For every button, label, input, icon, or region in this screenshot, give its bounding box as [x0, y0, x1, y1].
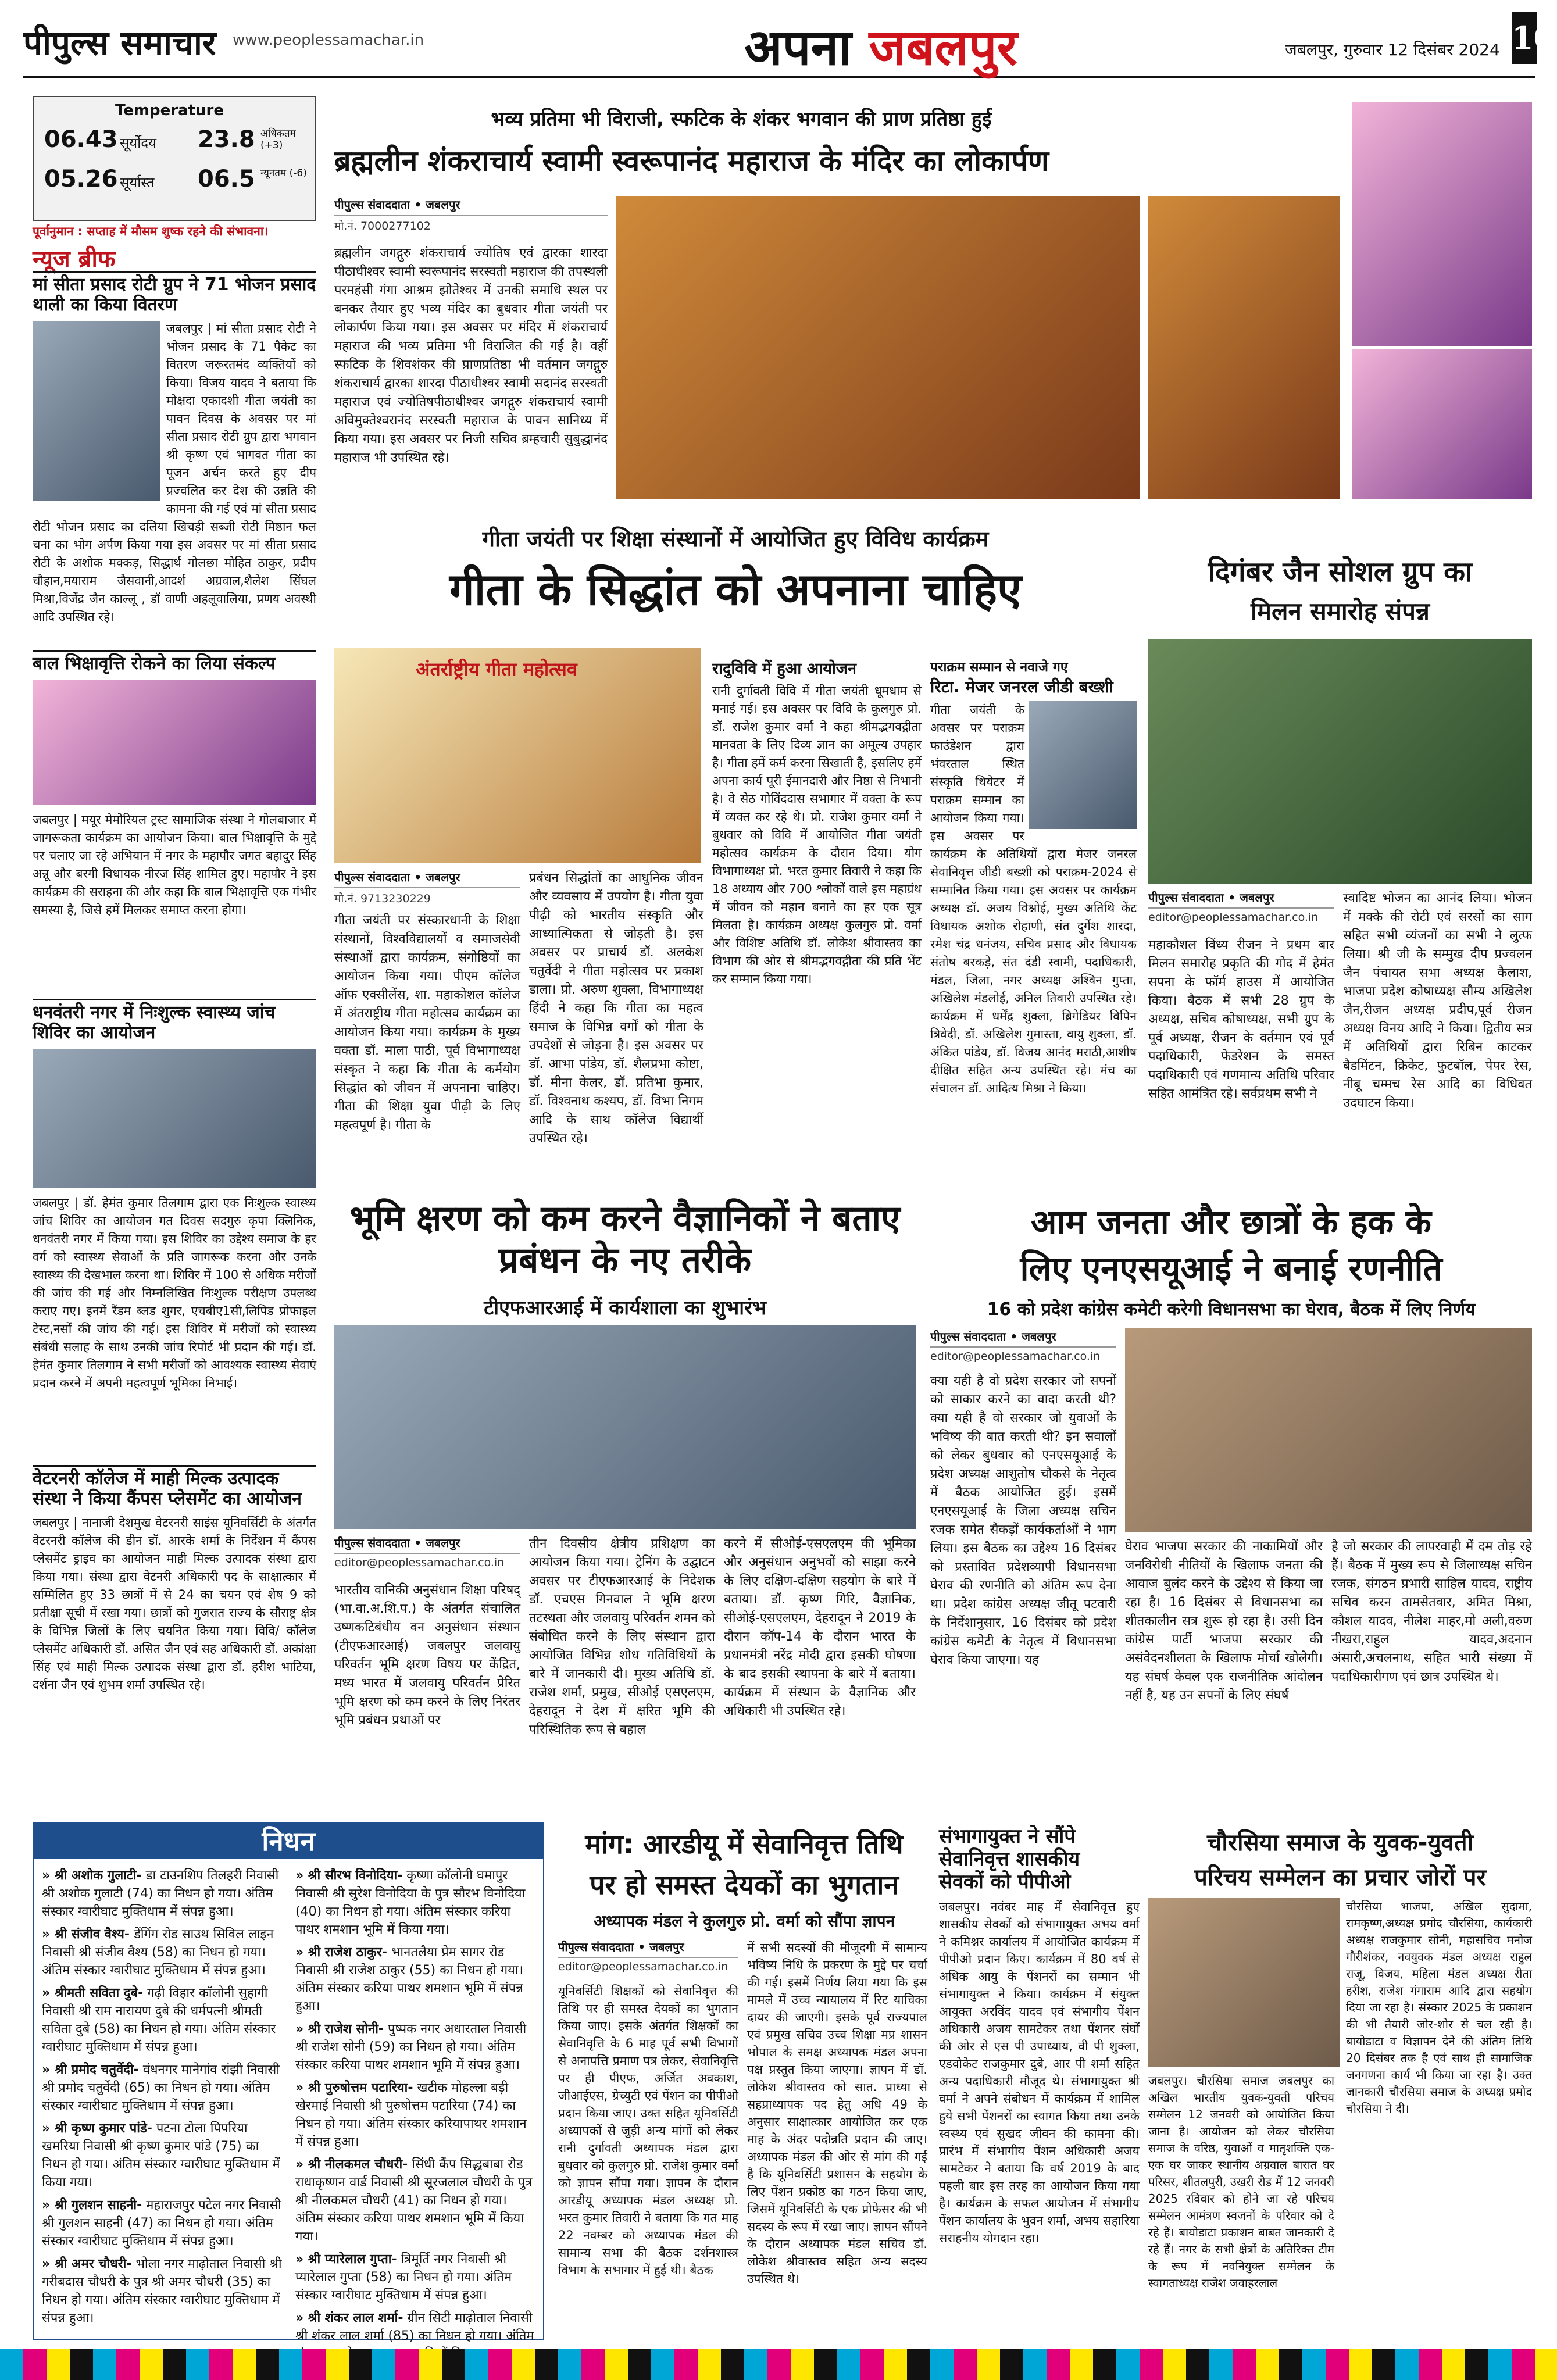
obituary-name: » श्री प्यारेलाल गुप्ता- — [295, 2252, 397, 2267]
brief-3 — [33, 999, 316, 1392]
nidhan-col-1 — [42, 1867, 283, 2332]
gita-rdvv-head: रादुविवि में हुआ आयोजन — [712, 660, 856, 678]
weather-title: Temperature — [115, 102, 224, 119]
max-temp: 23.8 — [198, 126, 255, 153]
obituary-text: त्रिमूर्ति नगर निवासी श्री प्यारेलाल गुप्ता (58) का निधन हो गया। अंतिम संस्कार ग्वारीघाट मुक्तिधाम में संपन्न हुआ। — [295, 2252, 512, 2303]
page-number: 10 — [1512, 12, 1537, 64]
gita-mobile: मो.नं. 9713230229 — [334, 892, 431, 905]
obituary-name: » श्री सौरभ विनोदिया- — [295, 1868, 403, 1883]
gita-col1: गीता जयंती पर संस्कारधानी के शिक्षा संस्थानों, विश्वविद्यालयों व समाजसेवी संस्थाओं द्वारा कार्यक्रम, संगोष्ठियों का आयोजन किया गया। पीएम कॉलेज ऑफ एक्सीलेंस, शा. महाकोशल कॉलेज में अंतराष्ट्रीय गीता महोत्सव कार्यक्रम का आयोजन किया गया। कार्यक्रम के मुख्य वक्ता डॉ. माला पाठी, पूर्व विभागाध्यक्ष संस्कृत ने कहा कि गीता के कर्मयोग सिद्धांत को जीवन में अपनाना चाहिए। गीता की शिक्षा युवा पीढ़ी के लिए महत्वपूर्ण है। गीता के — [334, 913, 520, 1132]
tfri-sub: टीएफआरआई में कार्यशाला का शुभारंभ — [484, 1296, 766, 1320]
tfri-byline-text: पीपुल्स संवाददाता • जबलपुर — [334, 1535, 520, 1554]
brief-1-head: मां सीता प्रसाद रोटी ग्रुप ने 71 भोजन प्रसाद थाली का किया वितरण — [33, 271, 316, 315]
obituary-item — [42, 1925, 283, 1979]
gita-byline — [334, 869, 520, 906]
brief-4-body: जबलपुर | नानाजी देशमुख वेटरनरी साइंस यूनिवर्सिटी के अंतर्गत वेटरनरी कॉलेज की डीन डॉ. आरके शर्मा के निर्देशन में कैंपस प्लेसमेंट ड्राइव का आयोजन माही मिल्क उत्पादक संस्था द्वारा किया गया। संस्था द्वारा वेटनरी अधिकारी पद के साक्षात्कार में सम्मिलित हुए 33 छात्रों में से 24 का चयन एवं शेष 9 को प्रतीक्षा सूची में रखा गया। छात्रों को गुजरात राज्य के सौराष्ट्र क्षेत्र के विभिन्न जिलों के लिए चयनित किया गया। विवि/ कॉलेज प्लेसमेंट अधिकारी डॉ. असित जैन एवं सह अधिकारी डॉ. अकांक्षा सिंह एवं माही मिल्क उत्पादक संस्था द्वारा डॉ. हरीश भाटिया, दर्शना जैन एवं शुभम शर्मा उपस्थित रहे। — [33, 1516, 316, 1692]
obituary-item — [295, 2250, 537, 2304]
obituary-text: खटीक मोहल्ला बड़ी खेरमाई निवासी श्री पुरुषोत्तम पटारिया (74) का निधन हो गया। अंतिम संस्कार करियापाथर शमशान में संपन्न हुआ। — [295, 2081, 527, 2149]
lead-byline — [334, 196, 608, 233]
sunset-time: 05.26 — [44, 166, 118, 192]
obituary-text: सिंधी कैंप सिद्धबाबा रोड राधाकृष्णन वार्ड निवासी श्री सूरजलाल चौधरी के पुत्र श्री नीलकमल चौधरी (41) का निधन हो गया। अंतिम संस्कार करिया पाथर शमशान भूमि में किया गया। — [295, 2157, 533, 2244]
obituary-item — [295, 1943, 537, 2016]
masthead — [23, 8, 1556, 78]
max-label: अधिकतम (+3) — [260, 128, 296, 151]
nsui-sub: 16 को प्रदेश कांग्रेस कमेटी करेगी विधानसभा का घेराव, बैठक में लिए निर्णय — [987, 1299, 1476, 1320]
obituary-text: कृष्णा कॉलोनी घमापुर निवासी श्री सुरेश विनोदिया के पुत्र सौरभ विनोदिया (40) का निधन हो गया। अंतिम संस्कार करिया पाथर शमशान भूमि में किया गया। — [295, 1868, 526, 1937]
chaurasiya-headline-1: चौरसिया समाज के युवक-युवती — [1207, 1829, 1473, 1856]
nsui-col3: है जो सरकार की लापरवाही में दम तोड़ रहे हैं। बैठक में मुख्य रूप से जिलाध्यक्ष सचिन रजक, संगठन प्रभारी साहिल यादव, राष्ट्रीय सचिव करन तामसेतवार, अमित मिश्रा, कौशल यादव, नीलेश माहर,मो अली,वरुण नीखरा,राहुल यादव,अदनान अंसारी,अचलनाथ, सहित भारी संख्या में पदाधिकारीगण एवं छात्र उपस्थित थे। — [1331, 1539, 1532, 1684]
obituary-text: पुष्पक नगर अधारताल निवासी श्री राजेश सोनी (59) का निधन हो गया। अंतिम संस्कार करिया पाथर शमशान भूमि में संपन्न हुआ। — [295, 2022, 527, 2072]
obituary-name: » श्री पुरुषोत्तम पटारिया- — [295, 2081, 413, 2095]
gita-col2: प्रबंधन सिद्धांतों का आधुनिक जीवन और व्यवसाय में उपयोग है। गीता युवा पीढ़ी को भारतीय संस्कृति और आध्यात्मिकता से जोड़ती है। इस अवसर पर प्राचार्य डॉ. अलकेश चतुर्वेदी ने गीता महोत्सव पर प्रकाश डाला। प्रो. अरुण शुक्ला, विभागाध्यक्ष हिंदी ने कहा कि गीता का महत्व समाज के विभिन्न वर्गों को गीता के उपदेशों से जोड़ना है। इस अवसर पर डॉ. आभा पांडेय, डॉ. शैलप्रभा कोष्टा, डॉ. मीना केलर, डॉ. प्रतिभा कुमार, डॉ. विश्वनाथ कश्यप, डॉ. विभा निगम आदि के साथ कॉलेज विद्यार्थी उपस्थित रहे। — [529, 871, 703, 1146]
gita-photo — [334, 648, 701, 863]
rdu-headline-2: पर हो समस्त देयकों का भुगतान — [590, 1869, 899, 1900]
tfri-photo — [334, 1325, 916, 1529]
obituary-text: डा टाउनशिप तिलहरी निवासी श्री अशोक गुलाटी (74) का निधन हो गया। अंतिम संस्कार ग्वारीघाट मुक्तिधाम में संपन्न हुआ। — [42, 1868, 279, 1919]
obituary-name: » श्री कृष्ण कुमार पांडे- — [42, 2121, 152, 2136]
nsui-email[interactable]: editor@peoplessamachar.co.in — [930, 1350, 1101, 1363]
obituary-item — [295, 2156, 537, 2246]
rdu-col1: यूनिवर्सिटी शिक्षकों को सेवानिवृत्त की तिथि पर ही समस्त देयकों का भुगतान किया जाए। इसके अंतर्गत शिक्षकों का सेवानिवृत्ति के 6 माह पूर्व सभी विभागों से अनापत्ति प्रमाण पत्र लेकर, सेवानिवृत्ति पर ही पीएफ, अर्जित अवकाश, जीआईएस, ग्रेच्युटी एवं पेंशन का पीपीओ प्रदान किया जाए। उक्त सहित यूनिवर्सिटी अध्यापकों से जुड़ी अन्य मांगों को लेकर रानी दुर्गावती अध्यापक मंडल द्वारा बुधवार को कुलगुरु प्रो. राजेश कुमार वर्मा को ज्ञापन सौंपा गया। ज्ञापन के दौरान आरडीयू अध्यापक मंडल अध्यक्ष प्रो. भरत कुमार तिवारी ने बताया कि गत माह 22 नवम्बर को अध्यापक मंडल की सामान्य सभा की बैठक दर्शनशास्त्र विभाग के सभागार में हुई थी। बैठक — [558, 1984, 738, 2277]
brief-2-head: बाल भिक्षावृत्ति रोकने का लिया संकल्प — [33, 650, 316, 674]
parakram-photo — [1029, 701, 1137, 829]
brief-3-photo — [33, 1049, 316, 1188]
weather-forecast: पूर्वानुमान : सप्ताह में मौसम शुष्क रहने की संभावना। — [33, 224, 269, 238]
obituary-item — [42, 1984, 283, 2056]
obituary-item — [295, 2079, 537, 2151]
nsui-byline — [930, 1328, 1116, 1363]
obituary-text: भोला नगर माढ़ोताल निवासी श्री गरीबदास चौधरी के पुत्र श्री अमर चौधरी (35) का निधन हो गया। अंतिम संस्कार ग्वारीघाट मुक्तिधाम में संपन्न हुआ। — [42, 2257, 282, 2325]
obituary-text: महाराजपुर पटेल नगर निवासी श्री गुलशन साहनी (47) का निधन हो गया। अंतिम संस्कार ग्वारीघाट मुक्तिधाम में संपन्न हुआ। — [42, 2198, 281, 2249]
chaurasiya-photo — [1148, 1898, 1340, 2067]
obituary-text: ग्रीन सिटी माढ़ोताल निवासी श्री शंकर लाल शर्मा (85) का निधन हो गया। अंतिम — [295, 2311, 534, 2343]
gita-rdvv-body: रानी दुर्गावती विवि में गीता जयंती धूमधाम से मनाई गई। इस अवसर पर विवि के कुलगुरु प्रो. डॉ. राजेश कुमार वर्मा ने कहा श्रीमद्भगवद्गीता मानवता के लिए दिव्य ज्ञान का अमूल्य उपहार है। गीता हमें कर्म करना सिखाती है, इसलिए हमें अपना कार्य पूरी ईमानदारी और निष्ठा से निभानी है। वे सेठ गोविंददास सभागार में वक्ता के रूप में व्यक्त कर रहे थे। प्रो. राजेश कुमार वर्मा ने बुधवार को विवि में आयोजित गीता जयंती महोत्सव कार्यक्रम के दौरान दिया। योग विभागाध्यक्ष प्रो. भरत कुमार तिवारी ने कहा कि 18 अध्याय और 700 श्लोकों वाले इस महाग्रंथ में जीवन को महान बनाने का हर एक सूत्र मिलता है। कार्यक्रम अध्यक्ष कुलगुरु प्रो. वर्मा और विशिष्ट अतिथि डॉ. लोकेश श्रीवास्तव का विभाग की ओर से श्रीमद्भगवद्गीता की प्रति भेंट कर सम्मान किया गया। — [712, 684, 922, 986]
obituary-item — [42, 2061, 283, 2115]
tfri-col1: भारतीय वानिकी अनुसंधान शिक्षा परिषद् (भा.वा.अ.शि.प.) के अंतर्गत संचालित उष्णकटिबंधीय वन अनुसंधान संस्थान (टीएफआरआई) जबलपुर जलवायु परिवर्तन भूमि क्षरण विषय पर केंद्रित, मध्य भारत में जलवायु परिवर्तन प्रेरित भूमि क्षरण को कम करने के लिए निरंतर भूमि प्रबंधन प्रथाओं पर — [334, 1583, 520, 1728]
temple-photo — [1352, 102, 1532, 346]
brief-4-head: वेटरनरी कॉलेज में माही मिल्क उत्पादक संस्था ने किया कैंपस प्लेसमेंट का आयोजन — [33, 1465, 316, 1509]
lead-byline-text: पीपुल्स संवाददाता • जबलपुर — [334, 196, 608, 216]
gita-parakram — [930, 657, 1137, 1098]
jain-email[interactable]: editor@peoplessamachar.co.in — [1148, 911, 1319, 924]
jain-headline-2: मिलन समारोह संपन्न — [1251, 597, 1430, 626]
jain-col2: स्वादिष्ट भोजन का आनंद लिया। भोजन में मक्के की रोटी एवं सरसों का साग सहित सभी व्यंजनों का सभी ने लुत्फ लिया। श्री जी के सम्मुख दीप प्रज्वलन जैन पंचायत सभा अध्यक्ष कैलाश, भाजपा प्रदेश कोषाध्यक्ष सौम्य अखिलेश जैन,रीजन अध्यक्ष प्रदीप,पूर्व रीजन अध्यक्ष विनय आदि ने किया। द्वितीय सत्र में अतिथियों द्वारा रिबिन काटकर बैडमिंटन, क्रिकेट, फुटबॉल, पेपर रेस, नीबू चम्मच रेस आदि का विधिवत उदघाटन किया। — [1343, 891, 1532, 1110]
section-title — [744, 12, 1017, 80]
website[interactable]: www.peoplessamachar.in — [233, 31, 424, 49]
obituary-text: गढ़ी विहार कॉलोनी सुहागी निवासी श्री राम नारायण दुबे की धर्मपत्नी श्रीमती सविता दुबे (58) का निधन हो गया। अंतिम संस्कार ग्वारीघाट मुक्तिधाम में संपन्न हुआ। — [42, 1986, 276, 2054]
news-brief-label: न्यूज ब्रीफ — [33, 246, 116, 273]
tfri-headline: भूमि क्षरण को कम करने वैज्ञानिकों ने बताए प्रबंधन के नए तरीके — [349, 1198, 901, 1281]
obituary-text: डेंगिंग रोड साउथ सिविल लाइन निवासी श्री संजीव वैश्य (58) का निधन हो गया। अंतिम संस्कार ग्वारीघाट मुक्तिधाम में संपन्न हुआ। — [42, 1927, 274, 1978]
nsui-col2: घेराव भाजपा सरकार की नाकामियों और जनविरोधी नीतियों के खिलाफ जनता की आवाज बुलंद करने के उद्देश्य से किया जा रहा है। 16 दिसंबर से विधानसभा का शीतकालीन सत्र शुरू हो रहा है। उसी दिन कांग्रेस पार्टी भाजपा सरकार की असंवेदनशीलता के खिलाफ मोर्चा खोलेगी। यह संघर्ष केवल एक राजनीतिक आंदोलन नहीं है, यह उन सपनों के लिए संघर्ष — [1125, 1539, 1323, 1703]
color-registration-strip — [0, 2349, 1557, 2380]
brief-2-photo — [33, 680, 316, 805]
gita-kicker: गीता जयंती पर शिक्षा संस्थानों में आयोजित हुए विविध कार्यक्रम — [482, 526, 989, 552]
obituary-text: वंधनगर मानेगांव रांझी निवासी श्री प्रमोद चतुर्वेदी (65) का निधन हो गया। अंतिम संस्कार ग्वारीघाट मुक्तिधाम में संपन्न हुआ। — [42, 2063, 280, 2113]
gita-rdvv — [712, 657, 922, 988]
pension-body: जबलपुर। नवंबर माह में सेवानिवृत्त हुए शासकीय सेवकों को संभागायुक्त अभय वर्मा ने कमिश्नर कार्यालय में आयोजित कार्यक्रम में पीपीओ प्रदान किए। कार्यक्रम में 80 वर्ष से अधिक आयु के पेंशनरों का सम्मान भी संभागायुक्त ने किया। कार्यक्रम में संयुक्त आयुक्त अरविंद यादव एवं संभागीय पेंशन अधिकारी अजय सामटेकर तथा पेंशनर संघों की ओर से एस पी उपाध्याय, वी पी शुक्ला, एडवोकेट राजकुमार दुबे, आर पी शर्मा सहित अन्य पदाधिकारी मौजूद थे। संभागायुक्त श्री वर्मा ने अपने संबोधन में कार्यक्रम में शामिल हुये सभी पेंशनरों का स्वागत किया तथा उनके स्वस्थ्य एवं सुखद जीवन की कामना की। प्रारंभ में संभागीय पेंशन अधिकारी अजय सामटेकर ने बताया कि वर्ष 2019 के बाद पहली बार इस तरह का आयोजन किया गया है। कार्यक्रम के सफल आयोजन में संभागीय पेंशन कार्यालय के भुवन शर्मा, अभय सहारिया सराहनीय योगदान रहा। — [939, 1900, 1140, 2246]
obituary-name: » श्री प्रमोद चतुर्वेदी- — [42, 2063, 139, 2077]
jain-photo — [1148, 639, 1532, 884]
section-city: जबलपुर — [869, 19, 1017, 77]
lead-kicker: भव्य प्रतिमा भी विराजी, स्फटिक के शंकर भगवान की प्राण प्रतिष्ठा हुई — [491, 108, 992, 131]
nidhan-title: निधन — [34, 1824, 543, 1859]
nsui-byline-text: पीपुल्स संवाददाता • जबलपुर — [930, 1328, 1116, 1348]
obituary-name: » श्री अमर चौधरी- — [42, 2257, 132, 2271]
jain-byline-text: पीपुल्स संवाददाता • जबलपुर — [1148, 889, 1334, 909]
brief-3-body: जबलपुर | डॉ. हेमंत कुमार तिलगाम द्वारा एक निःशुल्क स्वास्थ्य जांच शिविर का आयोजन गत दिवस सदगुरु कृपा क्लिनिक, धनवंतरी नगर में किया गया। इस शिविर का उद्देश्य समाज के हर वर्ग को स्वास्थ्य सेवाओं के प्रति जागरूक करना और उनके स्वास्थ्य की देखभाल करना था। शिविर में 100 से अधिक मरीजों की जांच की गई और निम्नलिखित निःशुल्क परीक्षण उपलब्ध कराए गए। इनमें रैंडम ब्लड शुगर, एचबीए1सी,लिपिड प्रोफाइल टेस्ट,नसों की जांच की गई। इस शिविर में मरीजों को स्वास्थ्य संबंधी सलाह के साथ उनकी जांच रिपोर्ट भी प्रदान की गई। डॉ. हेमंत कुमार तिलगाम ने सभी मरीजों को आवश्यक स्वास्थ्य सेवाएं प्रदान करने में अपनी महत्वपूर्ण भूमिका निभाई। — [33, 1196, 316, 1390]
obituary-text: भानतलैया प्रेम सागर रोड निवासी श्री राजेश ठाकुर (55) का निधन हो गया। अंतिम संस्कार करिया पाथर शमशान भूमि में संपन्न हुआ। — [295, 1945, 523, 2014]
chaurasiya-col2: चौरसिया भाजपा, अखिल सुदामा, रामकृष्ण,अध्यक्ष प्रमोद चौरसिया, कार्यकारी अध्यक्ष राजकुमार सोनी, महासचिव मनोज गौरीशंकर, नवयुवक मंडल अध्यक्ष राहुल राजू, विजय, महिला मंडल अध्यक्ष रीता हरीश, राजेश गंगाराम आदि द्वारा सहयोग दिया जा रहा है। संस्कार 2025 के प्रकाशन की भी तैयारी जोर-शोर से चल रही है। बायोडाटा व विज्ञापन देने की अंतिम तिथि 20 दिसंबर तक है एवं साथ ही सामाजिक जनगणना कार्य भी किया जा रहा है। उक्त जानकारी चौरसिया समाज के अध्यक्ष प्रमोद चौरसिया ने दी। — [1346, 1899, 1532, 2115]
obituary-item — [295, 1867, 537, 1939]
obituary-item — [42, 1867, 283, 1921]
tfri-col3: करने में सीओई-एसएलएम की भूमिका और अनुसंधान अनुभवों को साझा करने के लिए दक्षिण-दक्षिण सहयोग के बारे में बताया। डॉ. कृष्ण गिरि, वैज्ञानिक, सीओई-एसएलएम, देहरादून ने 2019 के दौरान कॉप-14 के दौरान भारत के प्रधानमंत्री नरेंद्र मोदी द्वारा इसकी घोषणा के बाद इसकी स्थापना के बारे में बताया। कार्यक्रम में संस्थान के वैज्ञानिक और अधिकारी भी उपस्थित रहे। — [724, 1536, 916, 1718]
jain-headline-1: दिगंबर जैन सोशल ग्रुप का — [1208, 556, 1473, 588]
nsui-photo — [1125, 1328, 1532, 1532]
rdu-byline-text: पीपुल्स संवाददाता • जबलपुर — [558, 1939, 738, 1958]
brief-2-body: जबलपुर | मयूर मेमोरियल ट्रस्ट सामाजिक संस्था ने गोलबाजार में जागरूकता कार्यक्रम का आयोजन किया। बाल भिक्षावृत्ति के मुद्दे पर चलाए जा रहे अभियान में नगर के महापौर जगत बहादुर सिंह अन्नू और बरगी विधायक नीरज सिंह शामिल हुए। महापौर ने इस कार्यक्रम की सराहना की और कहा कि बाल भिक्षावृत्ति एक गंभीर समस्या है, जिसे हमें मिलकर समाप्त करना होगा। — [33, 812, 316, 917]
brief-2 — [33, 650, 316, 919]
obituary-item — [42, 2255, 283, 2327]
lead-mobile: मो.नं. 7000277102 — [334, 220, 431, 233]
gita-banner: अंतर्राष्ट्रीय गीता महोत्सव — [416, 658, 577, 680]
lead-photo-main — [616, 196, 1140, 499]
obituary-name: » श्रीमती सविता दुबे- — [42, 1986, 144, 2000]
lead-headline: ब्रह्मलीन शंकराचार्य स्वामी स्वरूपानंद महाराज के मंदिर का लोकार्पण — [334, 135, 1340, 187]
brand-logo: पीपुल्स समाचार — [23, 23, 216, 63]
min-label: न्यूनतम (-6) — [260, 167, 307, 179]
parakram-body: गीता जयंती के अवसर पर पराक्रम फाउंडेशन द्वारा भंवरताल स्थित संस्कृति थियेटर में पराक्रम सम्मान का आयोजन किया गया। इस अवसर पर कार्यक्रम के अतिथियों द्वारा मेजर जनरल सेवानिवृत्त जीडी बख्शी को पराक्रम-2024 से सम्मानित किया गया। इस अवसर पर कार्यक्रम अध्यक्ष डॉ. अजय विश्नोई, मुख्य अतिथि केंट विधायक अशोक रोहाणी, संत दुर्गेश शारदा, रमेश चंद्र धनंजय, सचिव प्रसाद और विधायक संतोष बरकड़े, संत दंडी स्वामी, पदाधिकारी, मंडल, जिला, नगर अध्यक्ष अश्विन गुप्ता, अखिलेश मंडलोई, अनिल तिवारी उपस्थित रहे। कार्यक्रम में धर्मेंद्र शुक्ला, ब्रिगेडियर विपिन त्रिवेदी, डॉ. अखिलेश गुमास्ता, वायु शुक्ला, डॉ. अंकित पांडेय, डॉ. विजय आनंद मराठी,आशीष दीक्षित सहित अन्य उपस्थित रहे। मंच का संचालन डॉ. आदित्य मिश्रा ने किया। — [930, 703, 1137, 1095]
sunrise-label: सूर्योदय — [120, 135, 157, 151]
nsui-headline-2: लिए एनएसयूआई ने बनाई रणनीति — [1020, 1249, 1442, 1288]
tfri-email[interactable]: editor@peoplessamachar.co.in — [334, 1556, 505, 1569]
rdu-sub: अध्यापक मंडल ने कुलगुरु प्रो. वर्मा को सौंपा ज्ञापन — [593, 1911, 895, 1931]
tfri-col2: तीन दिवसीय क्षेत्रीय प्रशिक्षण का आयोजन किया गया। ट्रेनिंग के उद्घाटन अवसर पर टीएफआरआई के निदेशक डॉ. एचएस गिनवाल ने भूमि क्षरण तटस्थता और जलवायु परिवर्तन शमन को संबोधित करने के लिए संस्थान द्वारा आयोजित विभिन्न शोध गतिविधियों के बारे में जानकारी दी। मुख्य अतिथि डॉ. राजेश शर्मा, प्रमुख, सीओई एसएलएम, देहरादून ने देश में क्षरित भूमि की परिस्थितिक रूप से बहाल — [529, 1536, 715, 1737]
parakram-head: रिटा. मेजर जनरल जीडी बख्शी — [930, 677, 1113, 696]
tfri-byline — [334, 1535, 520, 1569]
brief-1 — [33, 271, 316, 626]
rdu-email[interactable]: editor@peoplessamachar.co.in — [558, 1960, 728, 1973]
brief-4 — [33, 1465, 316, 1694]
edition-date: जबलपुर, गुरुवार 12 दिसंबर 2024 — [1285, 40, 1500, 59]
rdu-headline-1: मांग: आरडीयू में सेवानिवृत्त तिथि — [585, 1828, 904, 1860]
pension-story — [939, 1825, 1140, 2247]
obituary-name: » श्री राजेश ठाकुर- — [295, 1945, 387, 1960]
chaurasiya-col1: जबलपुर। चौरसिया समाज जबलपुर का अखिल भारतीय युवक-युवती परिचय सम्मेलन 12 जनवरी को आयोजित किया जाना है। आयोजन को लेकर चौरसिया समाज के वरिष्ठ, युवाओं व मातृशक्ति एक-एक घर जाकर स्थानीय अग्रवाल बारात घर परिसर, शीतलपुरी, उखरी रोड में 12 जनवरी 2025 रविवार को होने जा रहे परिचय सम्मेलन आमंत्रण स्वजनों के परिवार को दे रहे हैं। बायोडाटा प्रकाशन बाबत जानकारी दे रहे हैं। नगर के सभी क्षेत्रों के अतिरिक्त टीम के रूप में नवनियुक्त सम्मेलन के स्वागताध्यक्ष राजेश जवाहरलाल — [1148, 2074, 1334, 2290]
lead-body: ब्रह्मलीन जगद्गुरु शंकराचार्य ज्योतिष एवं द्वारका शारदा पीठाधीश्वर स्वामी स्वरूपानंद सरस्वती महाराज की तपस्थली परमहंसी गंगा आश्रम झोतेश्वर में उनकी समाधि स्थल पर बनकर तैयार हुए भव्य मंदिर का बुधवार गीता जयंती पर लोकार्पण किया गया। इस अवसर पर मंदिर में शंकराचार्य महाराज की भव्य प्रतिमा भी विराजित की गई है। वहीं स्फटिक के शिवशंकर की प्राणप्रतिष्ठा भी वर्तमान जगद्गुरु शंकराचार्य द्वारका शारदा पीठाधीश्वर स्वामी सदानंद सरस्वती महाराज एवं ज्योतिषपीठाधीश्वर जगद्गुरु शंकराचार्य स्वामी अविमुक्तेश्वरानंद सरस्वती महाराज के पावन सानिध्य में किया गया। इस अवसर पर निजी सचिव ब्रम्हचारी सुबुद्धानंद महाराज भी उपस्थित रहे। — [334, 246, 608, 465]
obituary-name: » श्री गुलशन साहनी- — [42, 2198, 142, 2213]
nsui-col1: क्या यही है वो प्रदेश सरकार जो सपनों को साकार करने का वादा करती थी? क्या यही है वो सरकार जो युवाओं के भविष्य की बात करती थी? इन सवालों को लेकर बुधवार को एनएसयूआई के प्रदेश अध्यक्ष आशुतोष चौकसे के नेतृत्व में बैठक आयोजित हुई। इसमें एनएसयूआई के जिला अध्यक्ष सचिन रजक समेत सैकड़ों कार्यकर्ताओं ने भाग लिया। इस बैठक का उद्देश्य 16 दिसंबर को प्रस्तावित प्रदेशव्यापी विधानसभा घेराव की रणनीति को अंतिम रूप देना था। प्रदेश कांग्रेस अध्यक्ष जीतू पटवारी के निर्देशानुसार, 16 दिसंबर को प्रदेश कांग्रेस कमेटी के नेतृत्व में विधानसभा घेराव किया जाएगा। यह — [930, 1374, 1117, 1667]
obituary-text: पटना टोला पिपरिया खमरिया निवासी श्री कृष्ण कुमार पांडे (75) का निधन हो गया। अंतिम संस्कार ग्वारीघाट मुक्तिधाम में किया गया। — [42, 2121, 280, 2190]
brief-1-photo — [33, 321, 160, 501]
obituary-name: » श्री अशोक गुलाटी- — [42, 1868, 142, 1883]
temple-photo-2 — [1352, 349, 1532, 499]
obituary-name: » श्री संजीव वैश्य- — [42, 1927, 130, 1942]
rdu-byline — [558, 1939, 738, 1973]
jain-byline — [1148, 889, 1334, 924]
gita-byline-text: पीपुल्स संवाददाता • जबलपुर — [334, 869, 520, 888]
obituary-name: » श्री शंकर लाल शर्मा- — [295, 2311, 403, 2325]
obituary-item — [42, 2196, 283, 2250]
parakram-kicker: पराक्रम सम्मान से नवाजे गए — [930, 660, 1068, 675]
lead-photo-statue — [1148, 196, 1340, 499]
section-prefix: अपना — [744, 19, 852, 77]
obituary-item — [42, 2120, 283, 2192]
weather-box — [33, 96, 316, 221]
brief-3-head: धनवंतरी नगर में निःशुल्क स्वास्थ्य जांच शिविर का आयोजन — [33, 999, 316, 1043]
brief-1-body: जबलपुर | मां सीता प्रसाद रोटी ने भोजन प्रसाद के 71 पैकेट का वितरण जरूरतमंद व्यक्तियों को किया। विजय यादव ने बताया कि मोक्षदा एकादशी गीता जयंती का पावन दिवस के अवसर पर मां सीता प्रसाद रोटी ग्रुप द्वारा भगवान श्री कृष्ण एवं भागवत गीता का पूजन अर्चन करते हुए दीप प्रज्वलित कर देश की उन्नति की कामना की गई एवं मां सीता प्रसाद रोटी भोजन प्रसाद का दलिया खिचड़ी सब्जी रोटी मिष्ठान फल चना का भोग अर्पण किया गया इस अवसर पर मां सीता प्रसाद रोटी के अशोक मक्कड़, सिद्धार्थ गोलछा मोहित ठाकुर, प्रदीप चौहान,मयाराम जैसवानी,आदर्श अग्रवाल,शैलेश सिंघल मिश्रा,विजेंद्र जैन काल्लू , डॉ वाणी अहलूवालिया, प्रणय अवस्थी आदि उपस्थित रहे। — [33, 321, 316, 624]
obituary-item — [295, 2020, 537, 2074]
sunrise-time: 06.43 — [44, 126, 118, 153]
obituary-name: » श्री राजेश सोनी- — [295, 2022, 384, 2036]
obituary-name: » श्री नीलकमल चौधरी- — [295, 2157, 408, 2172]
pension-head-2: सेवानिवृत्त शासकीय — [939, 1847, 1080, 1871]
nidhan-box — [33, 1822, 544, 2343]
nsui-headline-1: आम जनता और छात्रों के हक के — [1031, 1202, 1431, 1242]
jain-col1: महाकौशल विंध्य रीजन ने प्रथम बार मिलन समारोह प्रकृति की गोद में हेमंत सपना के फॉर्म हाउस में आयोजित किया। बैठक में सभी 28 ग्रुप के अध्यक्ष, सचिव कोषाध्यक्ष, सभी ग्रुप के पूर्व अध्यक्ष, रीजन के वर्तमान एवं पूर्व पदाधिकारी, फेडरेशन के समस्त पदाधिकारी एवं गणमान्य अतिथि परिवार सहित आमंत्रित रहे। सर्वप्रथम सभी ने — [1148, 938, 1334, 1101]
nidhan-col-2 — [295, 1867, 537, 2368]
sunset-label: सूर्यास्त — [120, 174, 155, 191]
chaurasiya-headline-2: परिचय सम्मेलन का प्रचार जोरों पर — [1194, 1864, 1486, 1891]
min-temp: 06.5 — [198, 166, 255, 192]
pension-head-1: संभागायुक्त ने सौंपे — [939, 1825, 1076, 1848]
pension-head-3: सेवकों को पीपीओ — [939, 1870, 1071, 1894]
rdu-col2: में सभी सदस्यों की मौजूदगी में सामान्य भविष्य निधि के प्रकरण के मुद्दे पर चर्चा की गई। इसमें निर्णय लिया गया कि इस मामले में उच्च न्यायालय में रिट याचिका दायर की जाएगी। इसके पूर्व राज्यपाल एवं प्रमुख सचिव उच्च शिक्षा मप्र शासन भोपाल के समक्ष अध्यापक मंडल अपना पक्ष प्रस्तुत किया जाएगा। ज्ञापन में डॉ. लोकेश श्रीवास्तव को सात. प्राध्या से सहप्राध्यापक पद हेतु अधि 49 के अनुसार साक्षात्कार आयोजित कर एक माह के अंदर पदोन्नति प्रदान की जाए। अध्यापक मंडल की ओर से मांग की गई है कि यूनिवर्सिटी प्रशासन के सहयोग के लिए पेंशन प्रकोष्ठ का गठन किया जाए, जिसमें यूनिवर्सिटी के एक प्रोफेसर की भी सदस्य के रूप में रखा जाए। ज्ञापन सौंपने के दौरान अध्यापक मंडल सचिव डॉ. लोकेश श्रीवास्तव सहित अन्य सदस्य उपस्थित थे। — [747, 1941, 927, 2286]
gita-headline: गीता के सिद्धांत को अपनाना चाहिए — [449, 563, 1022, 615]
